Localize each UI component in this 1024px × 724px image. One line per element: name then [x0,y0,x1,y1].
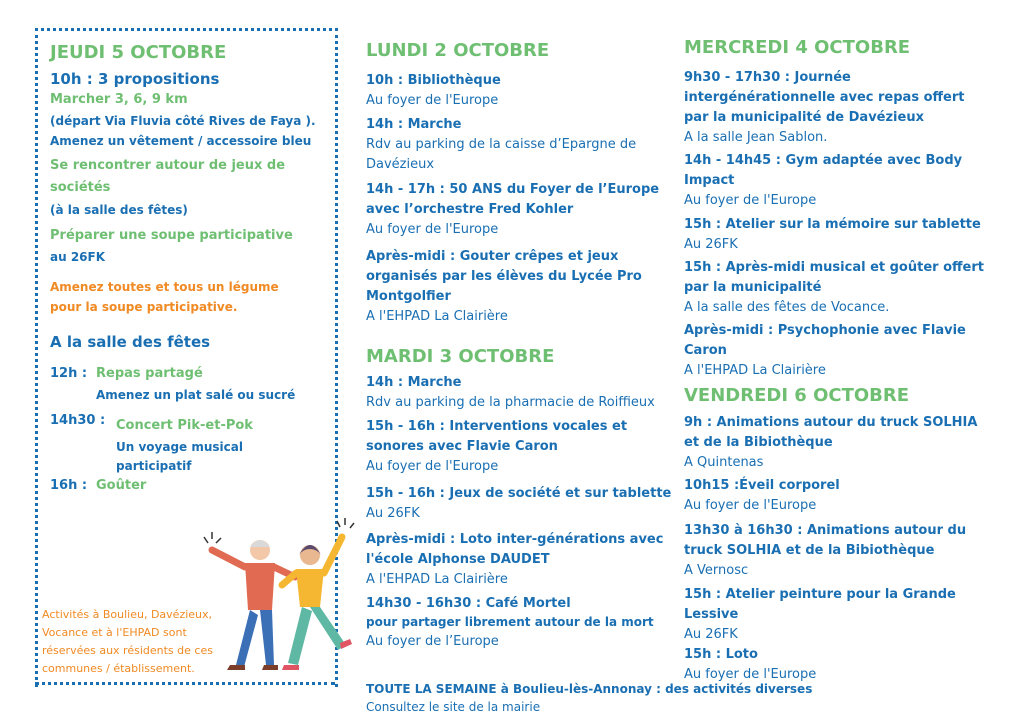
event-location: A l'EHPAD La Clairière [366,309,508,324]
event-time: 15h - 16h : Jeux de société et sur tablette [366,486,672,501]
event-text: sociétés [50,180,111,195]
event-location: Au foyer de l'Europe [684,498,817,513]
day-heading-wednesday: MERCREDI 4 OCTOBRE [684,37,911,58]
man-shoe [227,665,245,670]
man-shoe [262,665,278,670]
event-time: 10h : Bibliothèque [366,73,501,88]
event-text: l'école Alphonse DAUDET [366,552,550,567]
event-location: Au foyer de l'Europe [366,93,499,108]
event-text: Impact [684,173,735,188]
event-text: truck SOLHIA et de la Bibiothèque [684,543,935,558]
event-text: (à la salle des fêtes) [50,203,188,217]
event-text: sonores avec Flavie Caron [366,439,558,454]
event-text: participatif [116,459,192,473]
time-label: 16h : [50,478,88,493]
event-location: Rdv au parking de la pharmacie de Roiffieux [366,395,655,410]
event-text: Lessive [684,607,739,622]
event-time: 14h - 17h : 50 ANS du Foyer de l’Europe [366,182,660,197]
motion-lines [204,532,221,543]
event-location: Davézieux [366,157,435,172]
event-location: A Vernosc [684,563,749,578]
event-time: 10h15 :Éveil corporel [684,478,840,493]
man-hair [250,540,270,547]
man-leg-left [236,610,258,667]
event-time: 15h : Atelier sur la mémoire sur tablette [684,217,981,232]
event-text: Caron [684,343,727,358]
event-time: 15h : Atelier peinture pour la Grande [684,587,956,602]
event-location: Au foyer de l'Europe [366,459,499,474]
day-heading-thursday: JEUDI 5 OCTOBRE [50,42,227,63]
event-time: 15h : Après-midi musical et goûter offert [684,260,984,275]
event-text: organisés par les élèves du Lycée Pro [366,269,642,284]
week-banner: TOUTE LA SEMAINE à Boulieu-lès-Annonay : des activités diverses [366,682,813,696]
day-heading-tuesday: MARDI 3 OCTOBRE [366,346,555,367]
event-time: 9h30 - 17h30 : Journée [684,70,851,85]
event-location: Au foyer de l’Europe [366,634,499,649]
note-line: réservées aux résidents de ces [42,644,213,657]
event-text: Marcher 3, 6, 9 km [50,92,188,107]
event-text: Amenez toutes et tous un légume [50,280,279,294]
woman-leg-left [288,607,312,665]
event-text: avec l’orchestre Fred Kohler [366,202,574,217]
event-time: 14h30 - 16h30 : Café Mortel [366,596,571,611]
event-text: (départ Via Fluvia côté Rives de Faya ). [50,114,316,128]
man-arm-left [212,550,245,567]
event-location: A la salle Jean Sablon. [684,130,828,145]
event-location: Au foyer de l'Europe [684,667,817,682]
event-location: Rdv au parking de la caisse d’Epargne de [366,137,637,152]
event-location: Au 26FK [684,237,738,252]
event-time: 9h : Animations autour du truck SOLHIA [684,415,978,430]
event-text: intergénérationnelle avec repas offert [684,90,965,105]
event-text: Concert Pik-et-Pok [116,418,253,433]
woman-shoe [282,665,299,670]
dancing-seniors-illustration [200,515,360,695]
event-location: A l'EHPAD La Clairière [366,572,508,587]
time-label: 12h : [50,366,88,381]
event-time: 14h : Marche [366,375,462,390]
event-time: 15h : Loto [684,647,758,662]
event-text: Préparer une soupe participative [50,228,293,243]
event-location: A Quintenas [684,455,764,470]
event-text: par la municipalité de Davézieux [684,110,924,125]
day-heading-monday: LUNDI 2 OCTOBRE [366,40,550,61]
event-text: Amenez un plat salé ou sucré [96,388,296,402]
note-line: Vocance et à l'EHPAD sont [42,626,187,639]
event-text: par la municipalité [684,280,822,295]
section-heading: A la salle des fêtes [50,333,211,351]
event-text: Un voyage musical [116,440,243,454]
event-time: Après-midi : Gouter crêpes et jeux [366,249,619,264]
event-time: 15h - 16h : Interventions vocales et [366,419,628,434]
event-location: A l'EHPAD La Clairière [684,363,826,378]
event-text: pour partager librement autour de la mort [366,615,654,629]
event-time: 14h - 14h45 : Gym adaptée avec Body [684,153,963,168]
event-location: Au 26FK [684,627,738,642]
event-time: Après-midi : Psychophonie avec Flavie [684,323,966,338]
week-banner-link[interactable]: Consultez le site de la mairie [366,700,541,714]
man-leg-right [260,610,274,665]
motion-lines [337,518,354,528]
man-shirt [245,563,275,610]
event-time: 13h30 à 16h30 : Animations autour du [684,523,967,538]
event-time: Après-midi : Loto inter-générations avec [366,532,664,547]
note-line: Activités à Boulieu, Davézieux, [42,608,213,621]
event-location: Au foyer de l'Europe [366,222,499,237]
event-text: et de la Bibiothèque [684,435,833,450]
event-time: 14h : Marche [366,117,462,132]
woman-shirt [296,569,324,607]
event-text: Amenez un vêtement / accessoire bleu [50,134,312,148]
day-heading-friday: VENDREDI 6 OCTOBRE [684,385,910,406]
time-label: 14h30 : [50,413,106,428]
event-text: au 26FK [50,250,106,264]
event-location: A la salle des fêtes de Vocance. [684,300,890,315]
event-text: Se rencontrer autour de jeux de [50,158,286,173]
event-text: Repas partagé [96,366,203,381]
event-location: Au 26FK [366,506,420,521]
note-block [42,606,213,678]
event-location: Au foyer de l'Europe [684,193,817,208]
event-time: 10h : 3 propositions [50,70,220,88]
event-text: pour la soupe participative. [50,300,238,314]
event-text: Goûter [96,478,147,493]
note-line: communes / établissement. [42,662,195,675]
event-text: Montgolfier [366,289,451,304]
woman-arm-right [324,537,342,573]
